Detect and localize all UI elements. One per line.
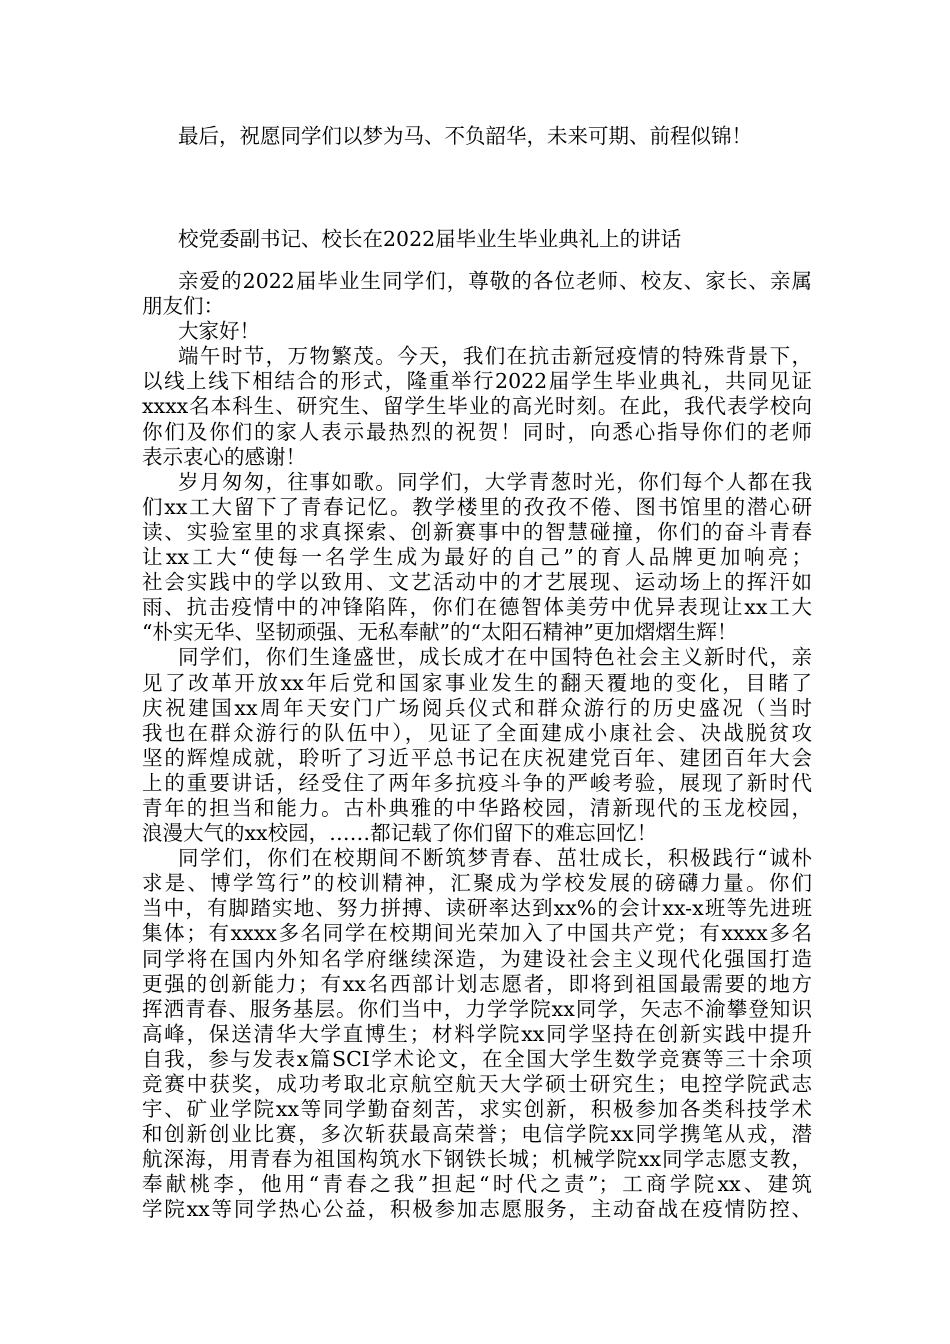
body-line: 竞赛中获奖，成功考取北京航空航天大学硕士研究生；电控学院武志 bbox=[142, 1072, 812, 1096]
body-line: 社会实践中的学以致用、文艺活动中的才艺展现、运动场上的挥汗如 bbox=[142, 570, 812, 595]
body-line: 自我，参与发表x篇SCI学术论文，在全国大学生数学竞赛等三十余项 bbox=[142, 1046, 812, 1071]
body-line: 雨、抗击疫情中的冲锋陷阵，你们在德智体美劳中优异表现让xx工大 bbox=[142, 595, 812, 620]
body-line: 坚的辉煌成就，聆听了习近平总书记在庆祝建党百年、建团百年大会 bbox=[142, 745, 812, 770]
body-line: 青年的担当和能力。古朴典雅的中华路校园，清新现代的玉龙校园， bbox=[142, 795, 812, 820]
body-line: 航深海，用青春为祖国构筑水下钢铁长城；机械学院xx同学志愿支教， bbox=[142, 1147, 812, 1172]
body-line: 挥洒青春、服务基层。你们当中，力学学院xx同学，矢志不渝攀登知识 bbox=[142, 996, 812, 1021]
body-line: 见了改革开放xx年后党和国家事业发生的翻天覆地的变化，目睹了 bbox=[142, 670, 812, 695]
body-line: 求是、博学笃行”的校训精神，汇聚成为学校发展的磅礴力量。你们 bbox=[142, 871, 812, 896]
body-line: 庆祝建国xx周年天安门广场阅兵仪式和群众游行的历史盛况（当时 bbox=[142, 695, 812, 720]
body-line: 表示衷心的感谢！ bbox=[142, 444, 306, 469]
body-line: 上的重要讲话，经受住了两年多抗疫斗争的严峻考验，展现了新时代 bbox=[142, 770, 812, 795]
body-line: 我也在群众游行的队伍中），见证了全面建成小康社会、决战脱贫攻 bbox=[142, 720, 812, 745]
body-line: 让xx工大“使每一名学生成为最好的自己”的育人品牌更加响亮； bbox=[142, 545, 812, 570]
body-line: 学院xx等同学热心公益，积极参加志愿服务，主动奋战在疫情防控、 bbox=[142, 1197, 812, 1222]
body-line: 端午时节，万物繁茂。今天，我们在抗击新冠疫情的特殊背景下， bbox=[178, 344, 812, 369]
body-line: 同学将在国内外知名学府继续深造，为建设社会主义现代化强国打造 bbox=[142, 946, 812, 971]
body-line: 宇、矿业学院xx等同学勤奋刻苦，求实创新，积极参加各类科技学术 bbox=[142, 1097, 812, 1122]
body-line: xxxx名本科生、研究生、留学生毕业的高光时刻。在此，我代表学校向 bbox=[142, 394, 812, 419]
body-line: 亲爱的2022届毕业生同学们，尊敬的各位老师、校友、家长、亲属 bbox=[178, 269, 812, 293]
speech-title: 校党委副书记、校长在2022届毕业生毕业典礼上的讲话 bbox=[178, 227, 682, 251]
body-line: 和创新创业比赛，多次斩获最高荣誉；电信学院xx同学携笔从戎，潜 bbox=[142, 1122, 812, 1147]
body-line: 集体；有xxxx多名同学在校期间光荣加入了中国共产党；有xxxx多名 bbox=[142, 921, 812, 946]
body-line: 奉献桃李，他用“青春之我”担起“时代之责”；工商学院xx、建筑 bbox=[142, 1172, 812, 1197]
body-line: 当中，有脚踏实地、努力拼搏、读研率达到xx%的会计xx-x班等先进班 bbox=[142, 896, 812, 921]
body-line: “朴实无华、坚韧顽强、无私奉献”的“太阳石精神”更加熠熠生辉！ bbox=[142, 620, 738, 645]
body-line: 更强的创新能力；有xx名西部计划志愿者，即将到祖国最需要的地方 bbox=[142, 971, 812, 996]
body-line: 大家好！ bbox=[178, 319, 260, 344]
body-line: 同学们，你们生逢盛世，成长成才在中国特色社会主义新时代，亲 bbox=[178, 645, 812, 670]
body-line: 高峰，保送清华大学直博生；材料学院xx同学坚持在创新实践中提升 bbox=[142, 1021, 812, 1046]
body-line: 以线上线下相结合的形式，隆重举行2022届学生毕业典礼，共同见证 bbox=[142, 369, 812, 394]
closing-line: 最后，祝愿同学们以梦为马、不负韶华，未来可期、前程似锦！ bbox=[178, 124, 752, 148]
body-line: 岁月匆匆，往事如歌。同学们，大学青葱时光，你们每个人都在我 bbox=[178, 469, 812, 494]
body-line: 同学们，你们在校期间不断筑梦青春、茁壮成长，积极践行“诚朴 bbox=[178, 846, 812, 871]
body-line: 读、实验室里的求真探索、创新赛事中的智慧碰撞，你们的奋斗青春 bbox=[142, 519, 812, 544]
body-line: 朋友们： bbox=[142, 294, 224, 319]
speech-body bbox=[142, 269, 812, 1223]
body-line: 你们及你们的家人表示最热烈的祝贺！同时，向悉心指导你们的老师 bbox=[142, 419, 812, 444]
body-line: 们xx工大留下了青春记忆。教学楼里的孜孜不倦、图书馆里的潜心研 bbox=[142, 494, 812, 519]
body-line: 浪漫大气的xx校园，……都记载了你们留下的难忘回忆！ bbox=[142, 821, 658, 846]
